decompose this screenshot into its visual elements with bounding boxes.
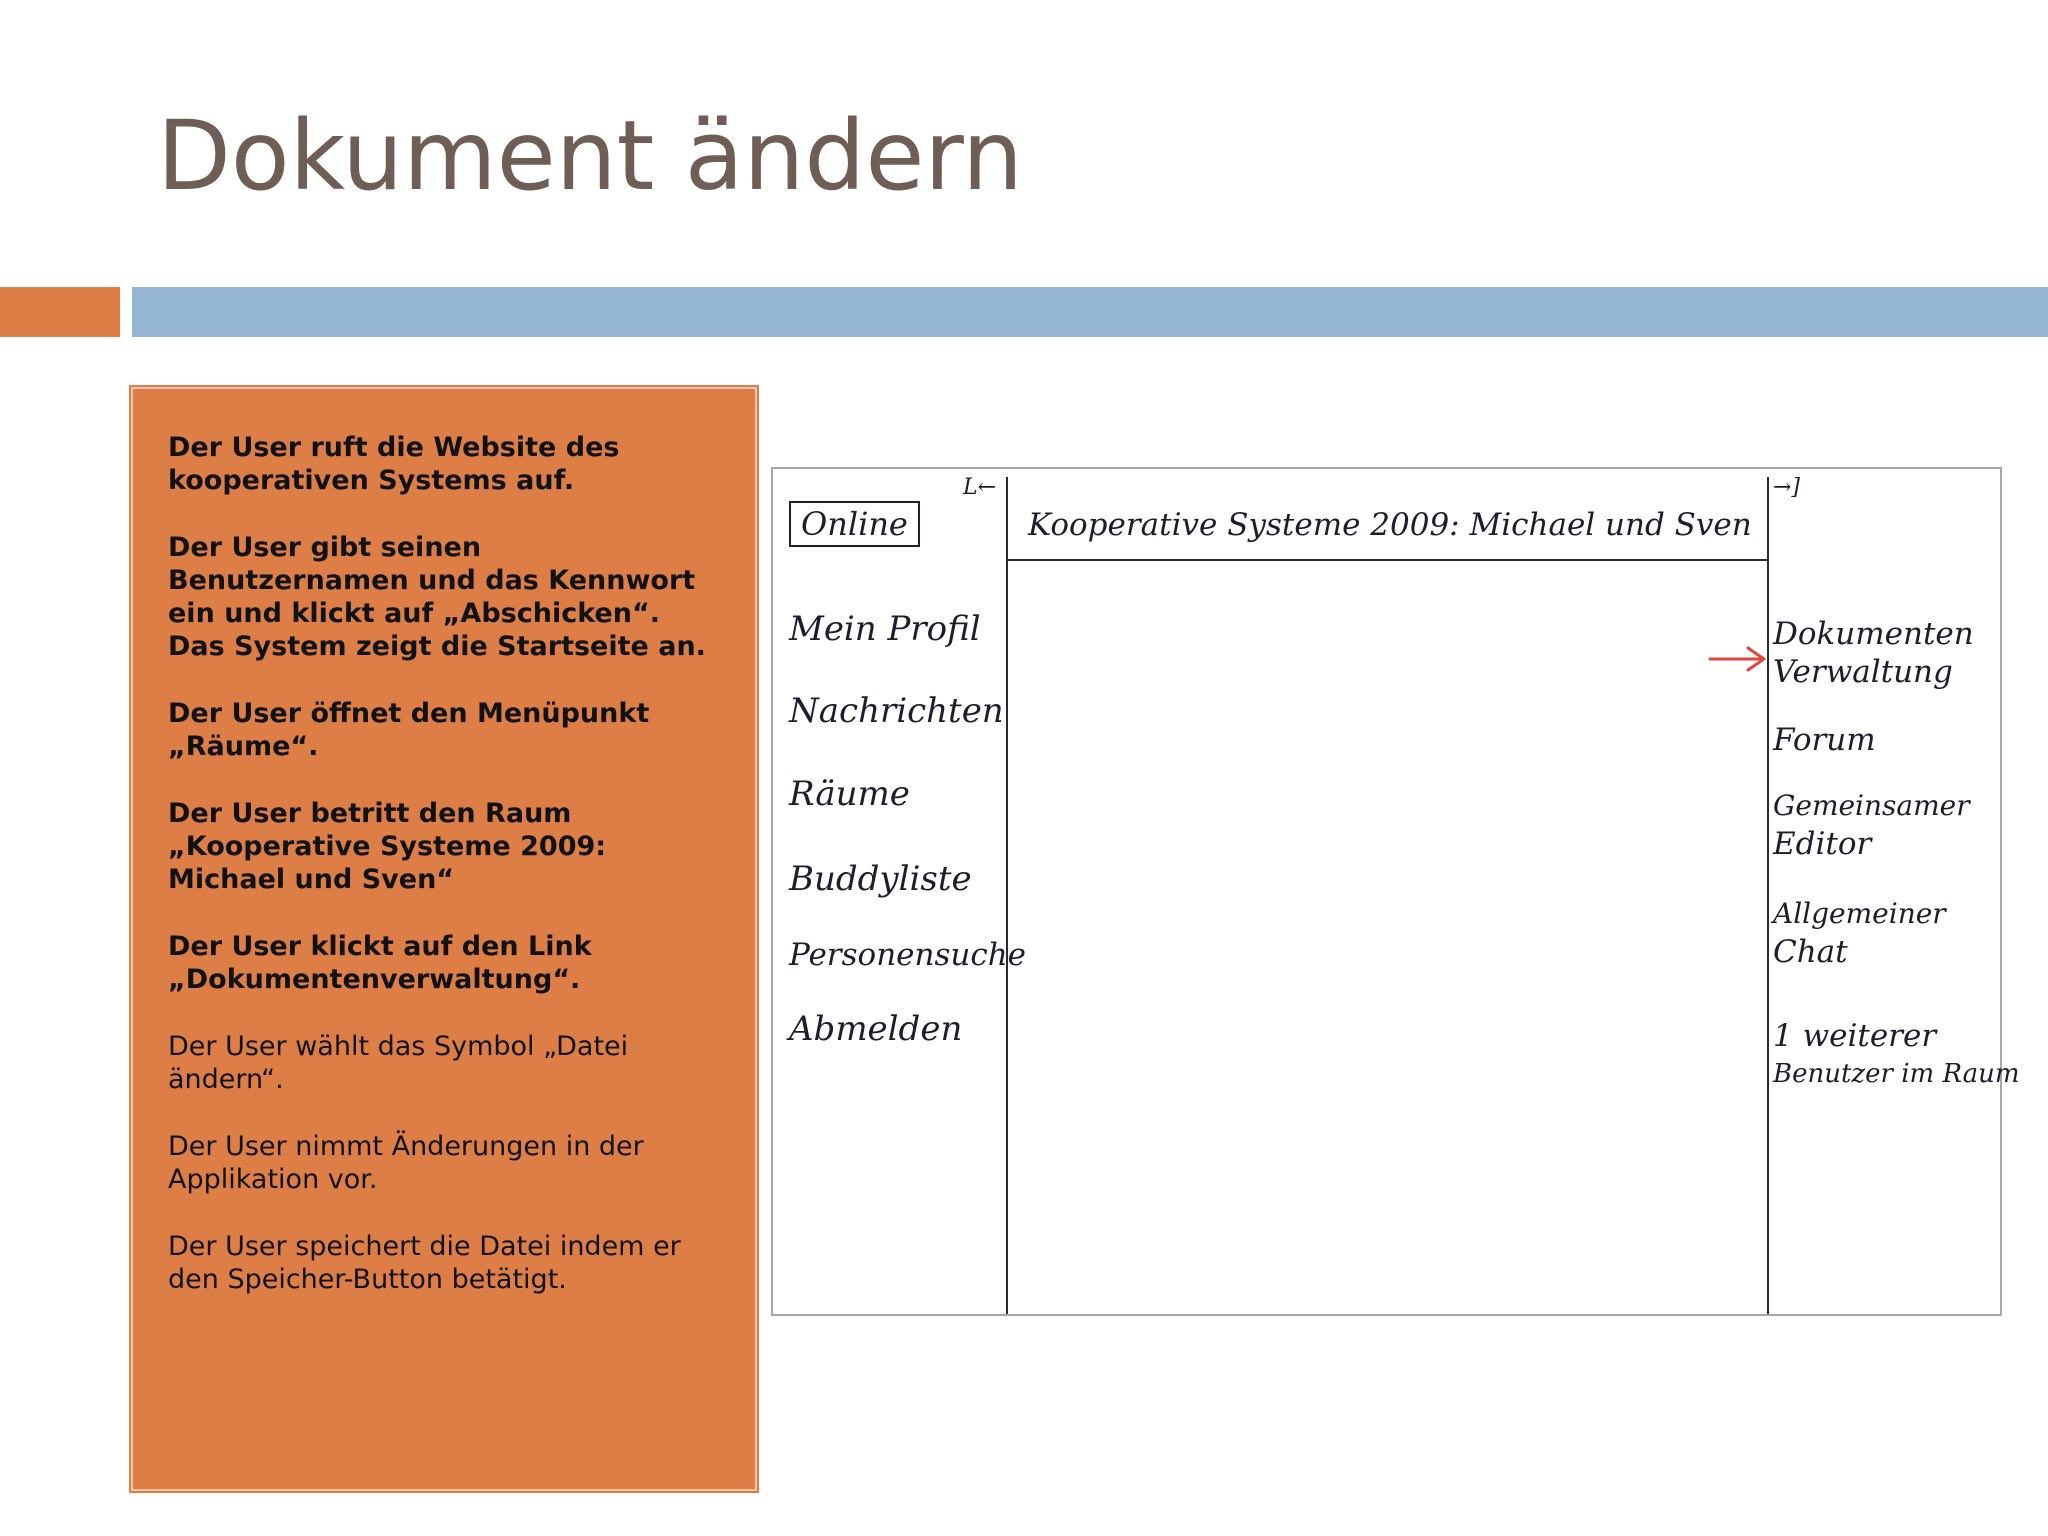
left-column-divider — [1006, 477, 1008, 1314]
room-menu-documents-line1: Dokumenten — [1773, 616, 1974, 652]
slide-title: Dokument ändern — [157, 100, 1024, 212]
step-7: Der User nimmt Änderungen in der Applikation vor. — [168, 1131, 644, 1195]
room-users-line2: Benutzer im Raum — [1773, 1059, 2020, 1089]
nav-item-buddylist: Buddyliste — [789, 859, 972, 899]
step-1: Der User ruft die Website des kooperativen Systems auf. — [168, 432, 620, 496]
nav-item-rooms: Räume — [789, 774, 910, 814]
step-8: Der User speichert die Datei indem er den Speicher-Button betätigt. — [168, 1231, 681, 1295]
room-menu-editor-line1: Gemeinsamer — [1773, 789, 1970, 822]
room-title: Kooperative Systeme 2009: Michael und Sven — [1028, 507, 1752, 543]
room-menu-chat-line2: Chat — [1773, 934, 1848, 970]
nav-item-person-search: Personensuche — [789, 937, 1027, 973]
collapse-right-mark: →] — [1773, 475, 1801, 500]
room-menu-forum: Forum — [1773, 722, 1876, 758]
right-column-divider — [1767, 477, 1769, 1314]
step-4: Der User betritt den Raum „Kooperative Systeme 2009: Michael und Sven“ — [168, 798, 607, 895]
red-arrow-icon — [1708, 644, 1768, 674]
online-status-label: Online — [789, 501, 920, 547]
nav-item-logout: Abmelden — [789, 1009, 963, 1049]
step-2: Der User gibt seinen Benutzernamen und das Kennwort ein und klickt auf „Abschicken“. Das System zeigt die Startseite an. — [168, 532, 706, 662]
room-users-line1: 1 weiterer — [1773, 1018, 1937, 1054]
nav-item-profile: Mein Profil — [789, 609, 981, 649]
nav-item-messages: Nachrichten — [789, 691, 1004, 731]
header-underline — [1008, 559, 1767, 561]
room-menu-chat-line1: Allgemeiner — [1773, 897, 1946, 930]
accent-bar-orange — [0, 287, 120, 337]
step-5: Der User klickt auf den Link „Dokumentenverwaltung“. — [168, 931, 592, 995]
wireframe-sketch — [771, 467, 2020, 1316]
step-3: Der User öffnet den Menüpunkt „Räume“. — [168, 698, 650, 762]
room-menu-editor-line2: Editor — [1773, 826, 1872, 862]
steps-box — [131, 387, 757, 1491]
collapse-left-mark: L← — [963, 475, 997, 500]
room-menu-documents-line2: Verwaltung — [1773, 654, 1953, 690]
accent-bar-blue — [132, 287, 2048, 337]
step-6: Der User wählt das Symbol „Datei ändern“. — [168, 1031, 629, 1095]
